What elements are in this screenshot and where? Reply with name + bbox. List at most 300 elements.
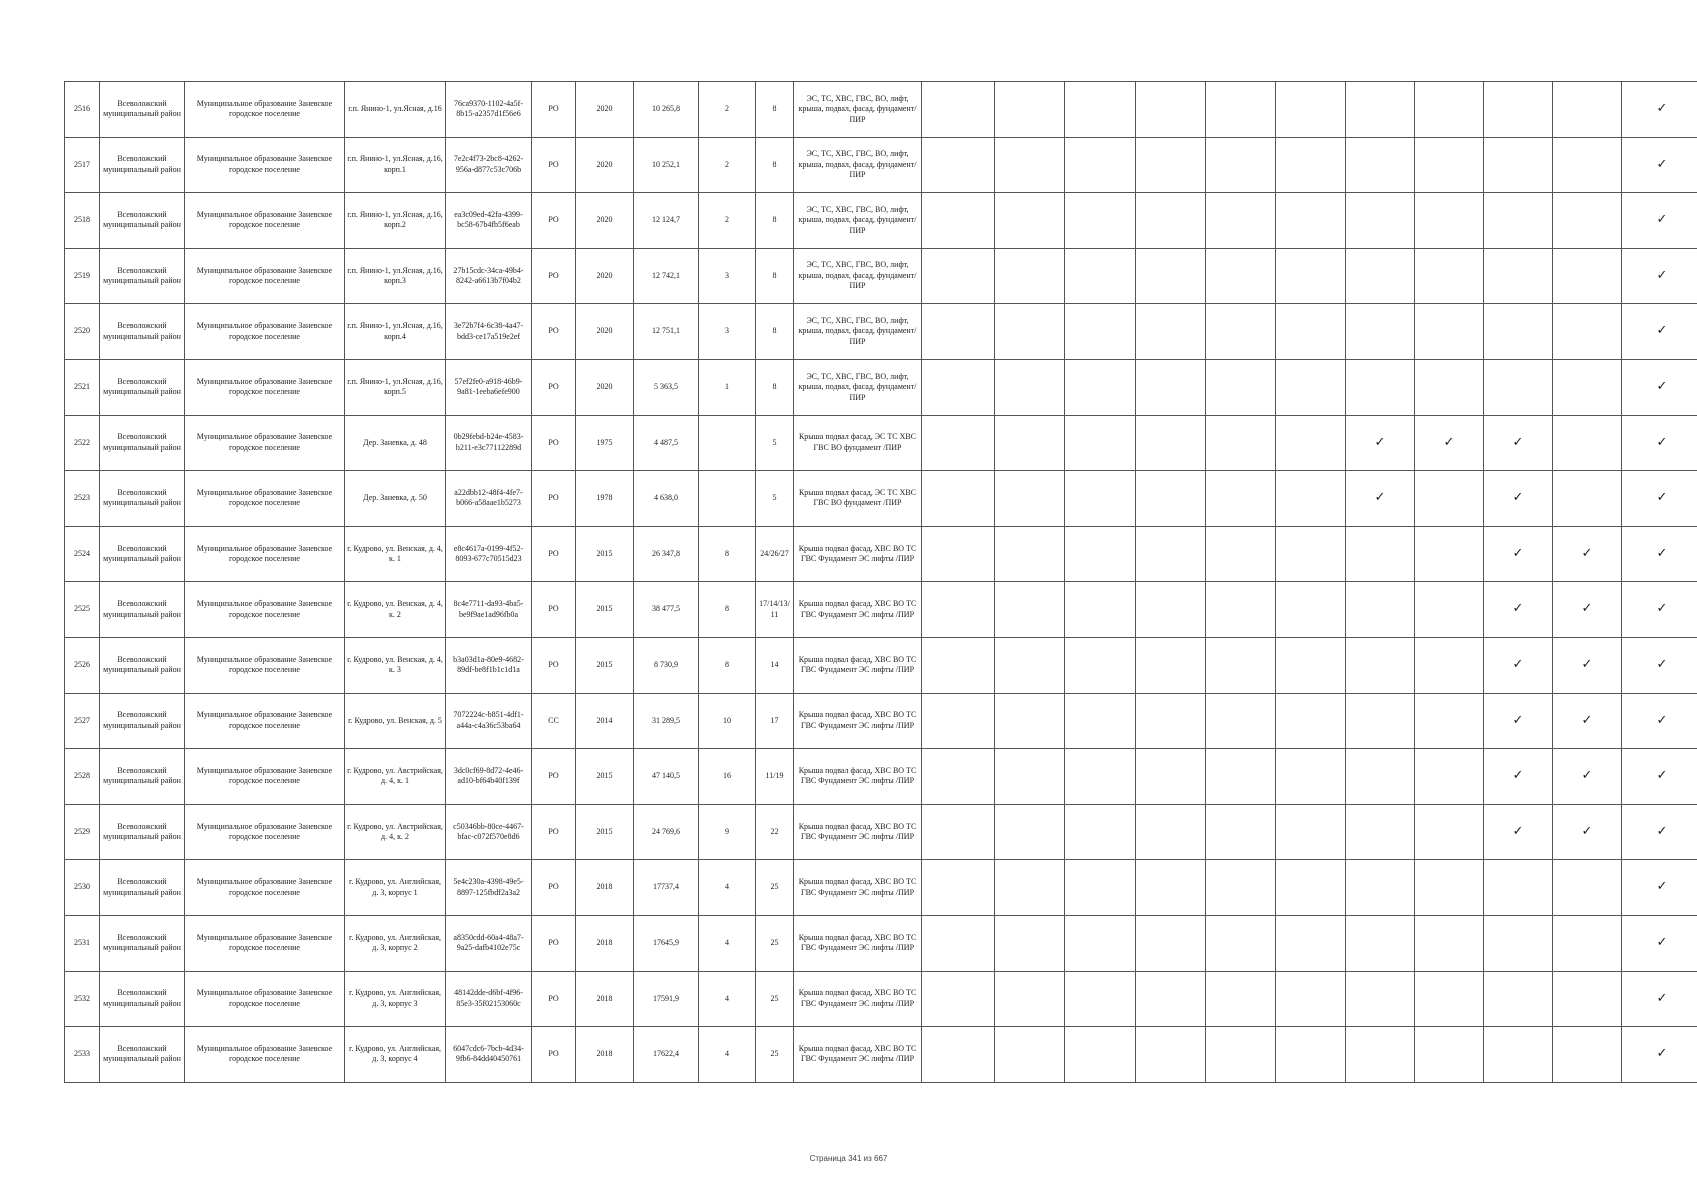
table-row xyxy=(65,193,1697,249)
check-mark-cell xyxy=(1065,582,1136,638)
fias-guid-cell: 57ef2fe0-a918-46b9-9a81-1eeba6efe900 xyxy=(446,359,532,415)
ownership-form-cell: РО xyxy=(532,749,576,805)
check-mark-cell xyxy=(1346,526,1415,582)
municipality-cell: Муниципальное образование Заневское городское поселение xyxy=(185,582,345,638)
works-list-cell: Крыша подвал фасад, ХВС ВО ТС ГВС Фундамент ЭС лифты /ПИР xyxy=(794,971,922,1027)
ownership-form-cell: РО xyxy=(532,137,576,193)
check-mark-cell: ✓ xyxy=(1622,526,1697,582)
check-mark-cell xyxy=(922,860,995,916)
check-mark-cell xyxy=(922,915,995,971)
fias-guid-cell: 27b15cdc-34ca-49b4-8242-a6613b7f04b2 xyxy=(446,248,532,304)
municipality-cell: Муниципальное образование Заневское городское поселение xyxy=(185,526,345,582)
check-mark-cell xyxy=(1136,915,1206,971)
address-cell: г. Кудрово, ул. Венская, д. 4, к. 3 xyxy=(345,637,446,693)
check-mark-cell xyxy=(1276,749,1346,805)
build-year-cell: 1975 xyxy=(576,415,634,471)
check-mark-cell: ✓ xyxy=(1622,637,1697,693)
build-year-cell: 2015 xyxy=(576,582,634,638)
area-cell: 12 742,1 xyxy=(634,248,699,304)
works-list-cell: Крыша подвал фасад, ЭС ТС ХВС ГВС ВО фундамент /ПИР xyxy=(794,471,922,527)
check-mark-cell xyxy=(1276,82,1346,138)
table-row xyxy=(65,637,1697,693)
check-mark-cell xyxy=(1346,804,1415,860)
check-mark-cell xyxy=(1276,860,1346,916)
check-mark-cell xyxy=(1346,637,1415,693)
build-year-cell: 2015 xyxy=(576,749,634,805)
fias-guid-cell: 7e2c4f73-2bc8-4262-956a-d877c53c706b xyxy=(446,137,532,193)
check-mark-cell xyxy=(1415,582,1484,638)
build-year-cell: 2015 xyxy=(576,804,634,860)
check-mark-cell xyxy=(1553,415,1622,471)
check-mark-cell xyxy=(1065,915,1136,971)
floors-cell: 5 xyxy=(756,415,794,471)
works-list-cell: Крыша подвал фасад, ХВС ВО ТС ГВС Фундамент ЭС лифты /ПИР xyxy=(794,526,922,582)
check-mark-cell xyxy=(1206,582,1276,638)
area-cell: 4 487,5 xyxy=(634,415,699,471)
check-mark-cell xyxy=(995,137,1065,193)
works-list-cell: ЭС, ТС, ХВС, ГВС, ВО, лифт, крыша, подвал, фасад, фундамент/ПИР xyxy=(794,304,922,360)
works-list-cell: Крыша подвал фасад, ЭС ТС ХВС ГВС ВО фундамент /ПИР xyxy=(794,415,922,471)
check-mark-cell xyxy=(1065,248,1136,304)
works-list-cell: ЭС, ТС, ХВС, ГВС, ВО, лифт, крыша, подвал, фасад, фундамент/ПИР xyxy=(794,193,922,249)
fias-guid-cell: b3a03d1a-80e9-4682-89df-be8f1b1c1d1a xyxy=(446,637,532,693)
check-mark-cell xyxy=(922,359,995,415)
check-mark-cell xyxy=(1136,526,1206,582)
check-mark-cell xyxy=(1065,693,1136,749)
area-cell: 8 730,9 xyxy=(634,637,699,693)
check-mark-cell: ✓ xyxy=(1622,749,1697,805)
address-cell: г. Кудрово, ул. Английская, д. 3, корпус 4 xyxy=(345,1027,446,1083)
entrances-cell: 1 xyxy=(699,359,756,415)
check-mark-cell xyxy=(922,415,995,471)
table-row xyxy=(65,471,1697,527)
area-cell: 17737,4 xyxy=(634,860,699,916)
table-row xyxy=(65,582,1697,638)
table-row xyxy=(65,248,1697,304)
check-mark-cell xyxy=(1346,582,1415,638)
district-cell: Всеволожский муниципальный район xyxy=(100,582,185,638)
table-row xyxy=(65,82,1697,138)
check-mark-cell xyxy=(1136,637,1206,693)
floors-cell: 25 xyxy=(756,971,794,1027)
check-mark-cell: ✓ xyxy=(1484,693,1553,749)
fias-guid-cell: a8350cdd-60a4-48a7-9a25-dafb4102e75c xyxy=(446,915,532,971)
check-mark-cell: ✓ xyxy=(1622,248,1697,304)
ownership-form-cell: РО xyxy=(532,915,576,971)
check-mark-cell: ✓ xyxy=(1484,526,1553,582)
row-number: 2519 xyxy=(65,248,100,304)
floors-cell: 24/26/27 xyxy=(756,526,794,582)
district-cell: Всеволожский муниципальный район xyxy=(100,359,185,415)
municipality-cell: Муниципальное образование Заневское городское поселение xyxy=(185,193,345,249)
row-number: 2530 xyxy=(65,860,100,916)
area-cell: 17645,9 xyxy=(634,915,699,971)
check-mark-cell xyxy=(922,82,995,138)
check-mark-cell: ✓ xyxy=(1484,415,1553,471)
check-mark-cell: ✓ xyxy=(1622,1027,1697,1083)
address-cell: г.п. Янино-1, ул.Ясная, д.16, корп.4 xyxy=(345,304,446,360)
check-mark-cell xyxy=(922,637,995,693)
table-row xyxy=(65,693,1697,749)
check-mark-cell xyxy=(1136,1027,1206,1083)
address-cell: г. Кудрово, ул. Английская, д. 3, корпус 3 xyxy=(345,971,446,1027)
check-mark-cell xyxy=(1206,749,1276,805)
row-number: 2520 xyxy=(65,304,100,360)
address-cell: Дер. Заневка, д. 48 xyxy=(345,415,446,471)
entrances-cell: 2 xyxy=(699,193,756,249)
build-year-cell: 2020 xyxy=(576,359,634,415)
area-cell: 10 252,1 xyxy=(634,137,699,193)
check-mark-cell xyxy=(1346,693,1415,749)
row-number: 2527 xyxy=(65,693,100,749)
area-cell: 24 769,6 xyxy=(634,804,699,860)
check-mark-cell xyxy=(1415,860,1484,916)
check-mark-cell: ✓ xyxy=(1622,304,1697,360)
check-mark-cell: ✓ xyxy=(1553,804,1622,860)
check-mark-cell: ✓ xyxy=(1622,415,1697,471)
address-cell: г.п. Янино-1, ул.Ясная, д.16, корп.2 xyxy=(345,193,446,249)
check-mark-cell xyxy=(1415,637,1484,693)
check-mark-cell xyxy=(1276,1027,1346,1083)
table-row xyxy=(65,971,1697,1027)
district-cell: Всеволожский муниципальный район xyxy=(100,415,185,471)
check-mark-cell xyxy=(1415,248,1484,304)
table-row xyxy=(65,749,1697,805)
check-mark-cell xyxy=(1276,526,1346,582)
address-cell: г. Кудрово, ул. Венская, д. 4, к. 1 xyxy=(345,526,446,582)
fias-guid-cell: 0b29febd-b24e-4583-b211-e3c77112289d xyxy=(446,415,532,471)
check-mark-cell xyxy=(1415,1027,1484,1083)
check-mark-cell xyxy=(1346,971,1415,1027)
check-mark-cell xyxy=(922,471,995,527)
check-mark-cell xyxy=(1276,471,1346,527)
check-mark-cell xyxy=(922,526,995,582)
check-mark-cell xyxy=(1206,193,1276,249)
district-cell: Всеволожский муниципальный район xyxy=(100,637,185,693)
check-mark-cell xyxy=(1136,971,1206,1027)
build-year-cell: 2020 xyxy=(576,137,634,193)
check-mark-cell xyxy=(1484,82,1553,138)
row-number: 2518 xyxy=(65,193,100,249)
floors-cell: 8 xyxy=(756,248,794,304)
build-year-cell: 2018 xyxy=(576,915,634,971)
check-mark-cell xyxy=(1206,860,1276,916)
check-mark-cell xyxy=(1346,359,1415,415)
check-mark-cell: ✓ xyxy=(1553,582,1622,638)
check-mark-cell xyxy=(995,693,1065,749)
check-mark-cell xyxy=(1346,193,1415,249)
check-mark-cell xyxy=(995,749,1065,805)
row-number: 2529 xyxy=(65,804,100,860)
check-mark-cell xyxy=(1065,359,1136,415)
build-year-cell: 2018 xyxy=(576,860,634,916)
district-cell: Всеволожский муниципальный район xyxy=(100,971,185,1027)
table-row xyxy=(65,804,1697,860)
check-mark-cell xyxy=(1206,971,1276,1027)
entrances-cell: 4 xyxy=(699,860,756,916)
check-mark-cell xyxy=(1136,82,1206,138)
check-mark-cell xyxy=(1136,804,1206,860)
area-cell: 12 124,7 xyxy=(634,193,699,249)
row-number: 2516 xyxy=(65,82,100,138)
check-mark-cell xyxy=(922,193,995,249)
check-mark-cell xyxy=(1206,526,1276,582)
check-mark-cell xyxy=(922,749,995,805)
check-mark-cell xyxy=(1276,248,1346,304)
check-mark-cell xyxy=(1484,304,1553,360)
check-mark-cell xyxy=(1484,915,1553,971)
table-row xyxy=(65,1027,1697,1083)
check-mark-cell xyxy=(1136,137,1206,193)
check-mark-cell: ✓ xyxy=(1622,137,1697,193)
fias-guid-cell: 6047cdc6-7bcb-4d34-9fb6-84dd40450761 xyxy=(446,1027,532,1083)
check-mark-cell xyxy=(1415,749,1484,805)
build-year-cell: 2020 xyxy=(576,248,634,304)
check-mark-cell xyxy=(1415,137,1484,193)
area-cell: 26 347,8 xyxy=(634,526,699,582)
entrances-cell: 16 xyxy=(699,749,756,805)
ownership-form-cell: РО xyxy=(532,582,576,638)
municipality-cell: Муниципальное образование Заневское городское поселение xyxy=(185,304,345,360)
check-mark-cell xyxy=(922,804,995,860)
ownership-form-cell: РО xyxy=(532,304,576,360)
row-number: 2517 xyxy=(65,137,100,193)
address-cell: г.п. Янино-1, ул.Ясная, д.16, корп.3 xyxy=(345,248,446,304)
check-mark-cell: ✓ xyxy=(1484,471,1553,527)
check-mark-cell: ✓ xyxy=(1622,693,1697,749)
check-mark-cell xyxy=(1206,359,1276,415)
district-cell: Всеволожский муниципальный район xyxy=(100,248,185,304)
check-mark-cell xyxy=(1136,749,1206,805)
entrances-cell: 4 xyxy=(699,1027,756,1083)
check-mark-cell xyxy=(1206,415,1276,471)
ownership-form-cell: РО xyxy=(532,359,576,415)
district-cell: Всеволожский муниципальный район xyxy=(100,82,185,138)
check-mark-cell xyxy=(1346,860,1415,916)
check-mark-cell: ✓ xyxy=(1346,415,1415,471)
area-cell: 12 751,1 xyxy=(634,304,699,360)
floors-cell: 11/19 xyxy=(756,749,794,805)
ownership-form-cell: РО xyxy=(532,82,576,138)
check-mark-cell xyxy=(922,693,995,749)
check-mark-cell xyxy=(1415,471,1484,527)
check-mark-cell xyxy=(1206,82,1276,138)
check-mark-cell xyxy=(995,526,1065,582)
build-year-cell: 1978 xyxy=(576,471,634,527)
check-mark-cell xyxy=(1136,415,1206,471)
check-mark-cell xyxy=(1206,637,1276,693)
check-mark-cell xyxy=(1484,359,1553,415)
check-mark-cell xyxy=(1276,971,1346,1027)
check-mark-cell xyxy=(995,582,1065,638)
area-cell: 5 363,5 xyxy=(634,359,699,415)
check-mark-cell xyxy=(1136,860,1206,916)
row-number: 2533 xyxy=(65,1027,100,1083)
check-mark-cell xyxy=(1276,359,1346,415)
check-mark-cell: ✓ xyxy=(1553,526,1622,582)
address-cell: г. Кудрово, ул. Венская, д. 5 xyxy=(345,693,446,749)
check-mark-cell xyxy=(1065,1027,1136,1083)
ownership-form-cell: РО xyxy=(532,415,576,471)
check-mark-cell xyxy=(1415,82,1484,138)
fias-guid-cell: 3dc0cf69-8d72-4e46-ad10-bf64b40f139f xyxy=(446,749,532,805)
check-mark-cell xyxy=(1484,248,1553,304)
row-number: 2521 xyxy=(65,359,100,415)
check-mark-cell: ✓ xyxy=(1484,749,1553,805)
works-list-cell: ЭС, ТС, ХВС, ГВС, ВО, лифт, крыша, подвал, фасад, фундамент/ПИР xyxy=(794,137,922,193)
row-number: 2532 xyxy=(65,971,100,1027)
table-row xyxy=(65,359,1697,415)
check-mark-cell xyxy=(1484,193,1553,249)
district-cell: Всеволожский муниципальный район xyxy=(100,860,185,916)
check-mark-cell xyxy=(1553,915,1622,971)
check-mark-cell xyxy=(995,471,1065,527)
floors-cell: 17 xyxy=(756,693,794,749)
check-mark-cell xyxy=(995,304,1065,360)
works-list-cell: Крыша подвал фасад, ХВС ВО ТС ГВС Фундамент ЭС лифты /ПИР xyxy=(794,637,922,693)
ownership-form-cell: РО xyxy=(532,193,576,249)
address-cell: Дер. Заневка, д. 50 xyxy=(345,471,446,527)
check-mark-cell xyxy=(1346,1027,1415,1083)
works-list-cell: Крыша подвал фасад, ХВС ВО ТС ГВС Фундамент ЭС лифты /ПИР xyxy=(794,915,922,971)
address-cell: г.п. Янино-1, ул.Ясная, д.16, корп.1 xyxy=(345,137,446,193)
table-row xyxy=(65,304,1697,360)
check-mark-cell xyxy=(1065,749,1136,805)
address-cell: г. Кудрово, ул. Английская, д. 3, корпус 2 xyxy=(345,915,446,971)
check-mark-cell xyxy=(1276,915,1346,971)
check-mark-cell xyxy=(1553,471,1622,527)
address-cell: г. Кудрово, ул. Английская, д. 3, корпус 1 xyxy=(345,860,446,916)
fias-guid-cell: 3e72b7f4-6c38-4a47-bdd3-ce17a519e2ef xyxy=(446,304,532,360)
works-list-cell: Крыша подвал фасад, ХВС ВО ТС ГВС Фундамент ЭС лифты /ПИР xyxy=(794,1027,922,1083)
check-mark-cell xyxy=(995,915,1065,971)
check-mark-cell xyxy=(1065,193,1136,249)
check-mark-cell xyxy=(1065,860,1136,916)
entrances-cell xyxy=(699,471,756,527)
check-mark-cell xyxy=(922,137,995,193)
check-mark-cell: ✓ xyxy=(1622,359,1697,415)
ownership-form-cell: РО xyxy=(532,971,576,1027)
fias-guid-cell: 48142dde-d6bf-4f96-85e3-35f02153060c xyxy=(446,971,532,1027)
floors-cell: 8 xyxy=(756,82,794,138)
check-mark-cell: ✓ xyxy=(1622,582,1697,638)
check-mark-cell xyxy=(1346,304,1415,360)
check-mark-cell xyxy=(1553,304,1622,360)
district-cell: Всеволожский муниципальный район xyxy=(100,693,185,749)
check-mark-cell xyxy=(1206,471,1276,527)
build-year-cell: 2015 xyxy=(576,526,634,582)
build-year-cell: 2020 xyxy=(576,193,634,249)
check-mark-cell xyxy=(1136,471,1206,527)
check-mark-cell xyxy=(1065,526,1136,582)
check-mark-cell xyxy=(1553,860,1622,916)
works-list-cell: ЭС, ТС, ХВС, ГВС, ВО, лифт, крыша, подвал, фасад, фундамент/ПИР xyxy=(794,248,922,304)
check-mark-cell: ✓ xyxy=(1484,804,1553,860)
floors-cell: 8 xyxy=(756,359,794,415)
check-mark-cell xyxy=(1065,971,1136,1027)
table-row xyxy=(65,137,1697,193)
check-mark-cell xyxy=(1276,137,1346,193)
district-cell: Всеволожский муниципальный район xyxy=(100,526,185,582)
municipality-cell: Муниципальное образование Заневское городское поселение xyxy=(185,804,345,860)
check-mark-cell xyxy=(1415,193,1484,249)
check-mark-cell xyxy=(922,971,995,1027)
municipality-cell: Муниципальное образование Заневское городское поселение xyxy=(185,693,345,749)
check-mark-cell xyxy=(995,82,1065,138)
check-mark-cell xyxy=(1415,526,1484,582)
entrances-cell: 3 xyxy=(699,248,756,304)
entrances-cell: 9 xyxy=(699,804,756,860)
area-cell: 17622,4 xyxy=(634,1027,699,1083)
check-mark-cell xyxy=(1553,193,1622,249)
check-mark-cell: ✓ xyxy=(1622,82,1697,138)
row-number: 2531 xyxy=(65,915,100,971)
build-year-cell: 2020 xyxy=(576,82,634,138)
check-mark-cell xyxy=(1136,248,1206,304)
floors-cell: 25 xyxy=(756,1027,794,1083)
check-mark-cell xyxy=(922,1027,995,1083)
check-mark-cell xyxy=(922,582,995,638)
build-year-cell: 2020 xyxy=(576,304,634,360)
check-mark-cell xyxy=(1206,915,1276,971)
check-mark-cell: ✓ xyxy=(1622,471,1697,527)
address-cell: г. Кудрово, ул. Австрийская, д. 4, к. 1 xyxy=(345,749,446,805)
entrances-cell: 4 xyxy=(699,915,756,971)
area-cell: 38 477,5 xyxy=(634,582,699,638)
check-mark-cell xyxy=(1276,193,1346,249)
district-cell: Всеволожский муниципальный район xyxy=(100,471,185,527)
ownership-form-cell: РО xyxy=(532,804,576,860)
floors-cell: 25 xyxy=(756,860,794,916)
floors-cell: 8 xyxy=(756,304,794,360)
check-mark-cell xyxy=(1415,693,1484,749)
table-row xyxy=(65,915,1697,971)
check-mark-cell xyxy=(922,304,995,360)
check-mark-cell xyxy=(1065,471,1136,527)
entrances-cell: 3 xyxy=(699,304,756,360)
check-mark-cell xyxy=(1346,137,1415,193)
fias-guid-cell: 8c4e7711-da93-4ba5-be9f9ae1ad96fb0a xyxy=(446,582,532,638)
check-mark-cell xyxy=(1346,915,1415,971)
check-mark-cell xyxy=(1484,137,1553,193)
check-mark-cell xyxy=(1276,804,1346,860)
check-mark-cell xyxy=(1136,193,1206,249)
check-mark-cell xyxy=(1415,804,1484,860)
check-mark-cell: ✓ xyxy=(1553,749,1622,805)
floors-cell: 8 xyxy=(756,193,794,249)
fias-guid-cell: ea3c09ed-42fa-4399-bc58-67b4fb5f6eab xyxy=(446,193,532,249)
municipality-cell: Муниципальное образование Заневское городское поселение xyxy=(185,749,345,805)
check-mark-cell: ✓ xyxy=(1622,804,1697,860)
check-mark-cell xyxy=(1415,971,1484,1027)
check-mark-cell xyxy=(995,860,1065,916)
floors-cell: 17/14/13/11 xyxy=(756,582,794,638)
fias-guid-cell: a22dbb12-48f4-4fe7-b066-a58aae1b5273 xyxy=(446,471,532,527)
municipality-cell: Муниципальное образование Заневское городское поселение xyxy=(185,82,345,138)
check-mark-cell: ✓ xyxy=(1622,860,1697,916)
check-mark-cell xyxy=(1206,137,1276,193)
district-cell: Всеволожский муниципальный район xyxy=(100,193,185,249)
ownership-form-cell: РО xyxy=(532,526,576,582)
check-mark-cell: ✓ xyxy=(1484,582,1553,638)
check-mark-cell xyxy=(1553,137,1622,193)
check-mark-cell xyxy=(1206,248,1276,304)
check-mark-cell xyxy=(1065,304,1136,360)
works-list-cell: ЭС, ТС, ХВС, ГВС, ВО, лифт, крыша, подвал, фасад, фундамент/ПИР xyxy=(794,82,922,138)
check-mark-cell xyxy=(922,248,995,304)
build-year-cell: 2014 xyxy=(576,693,634,749)
check-mark-cell xyxy=(1276,304,1346,360)
